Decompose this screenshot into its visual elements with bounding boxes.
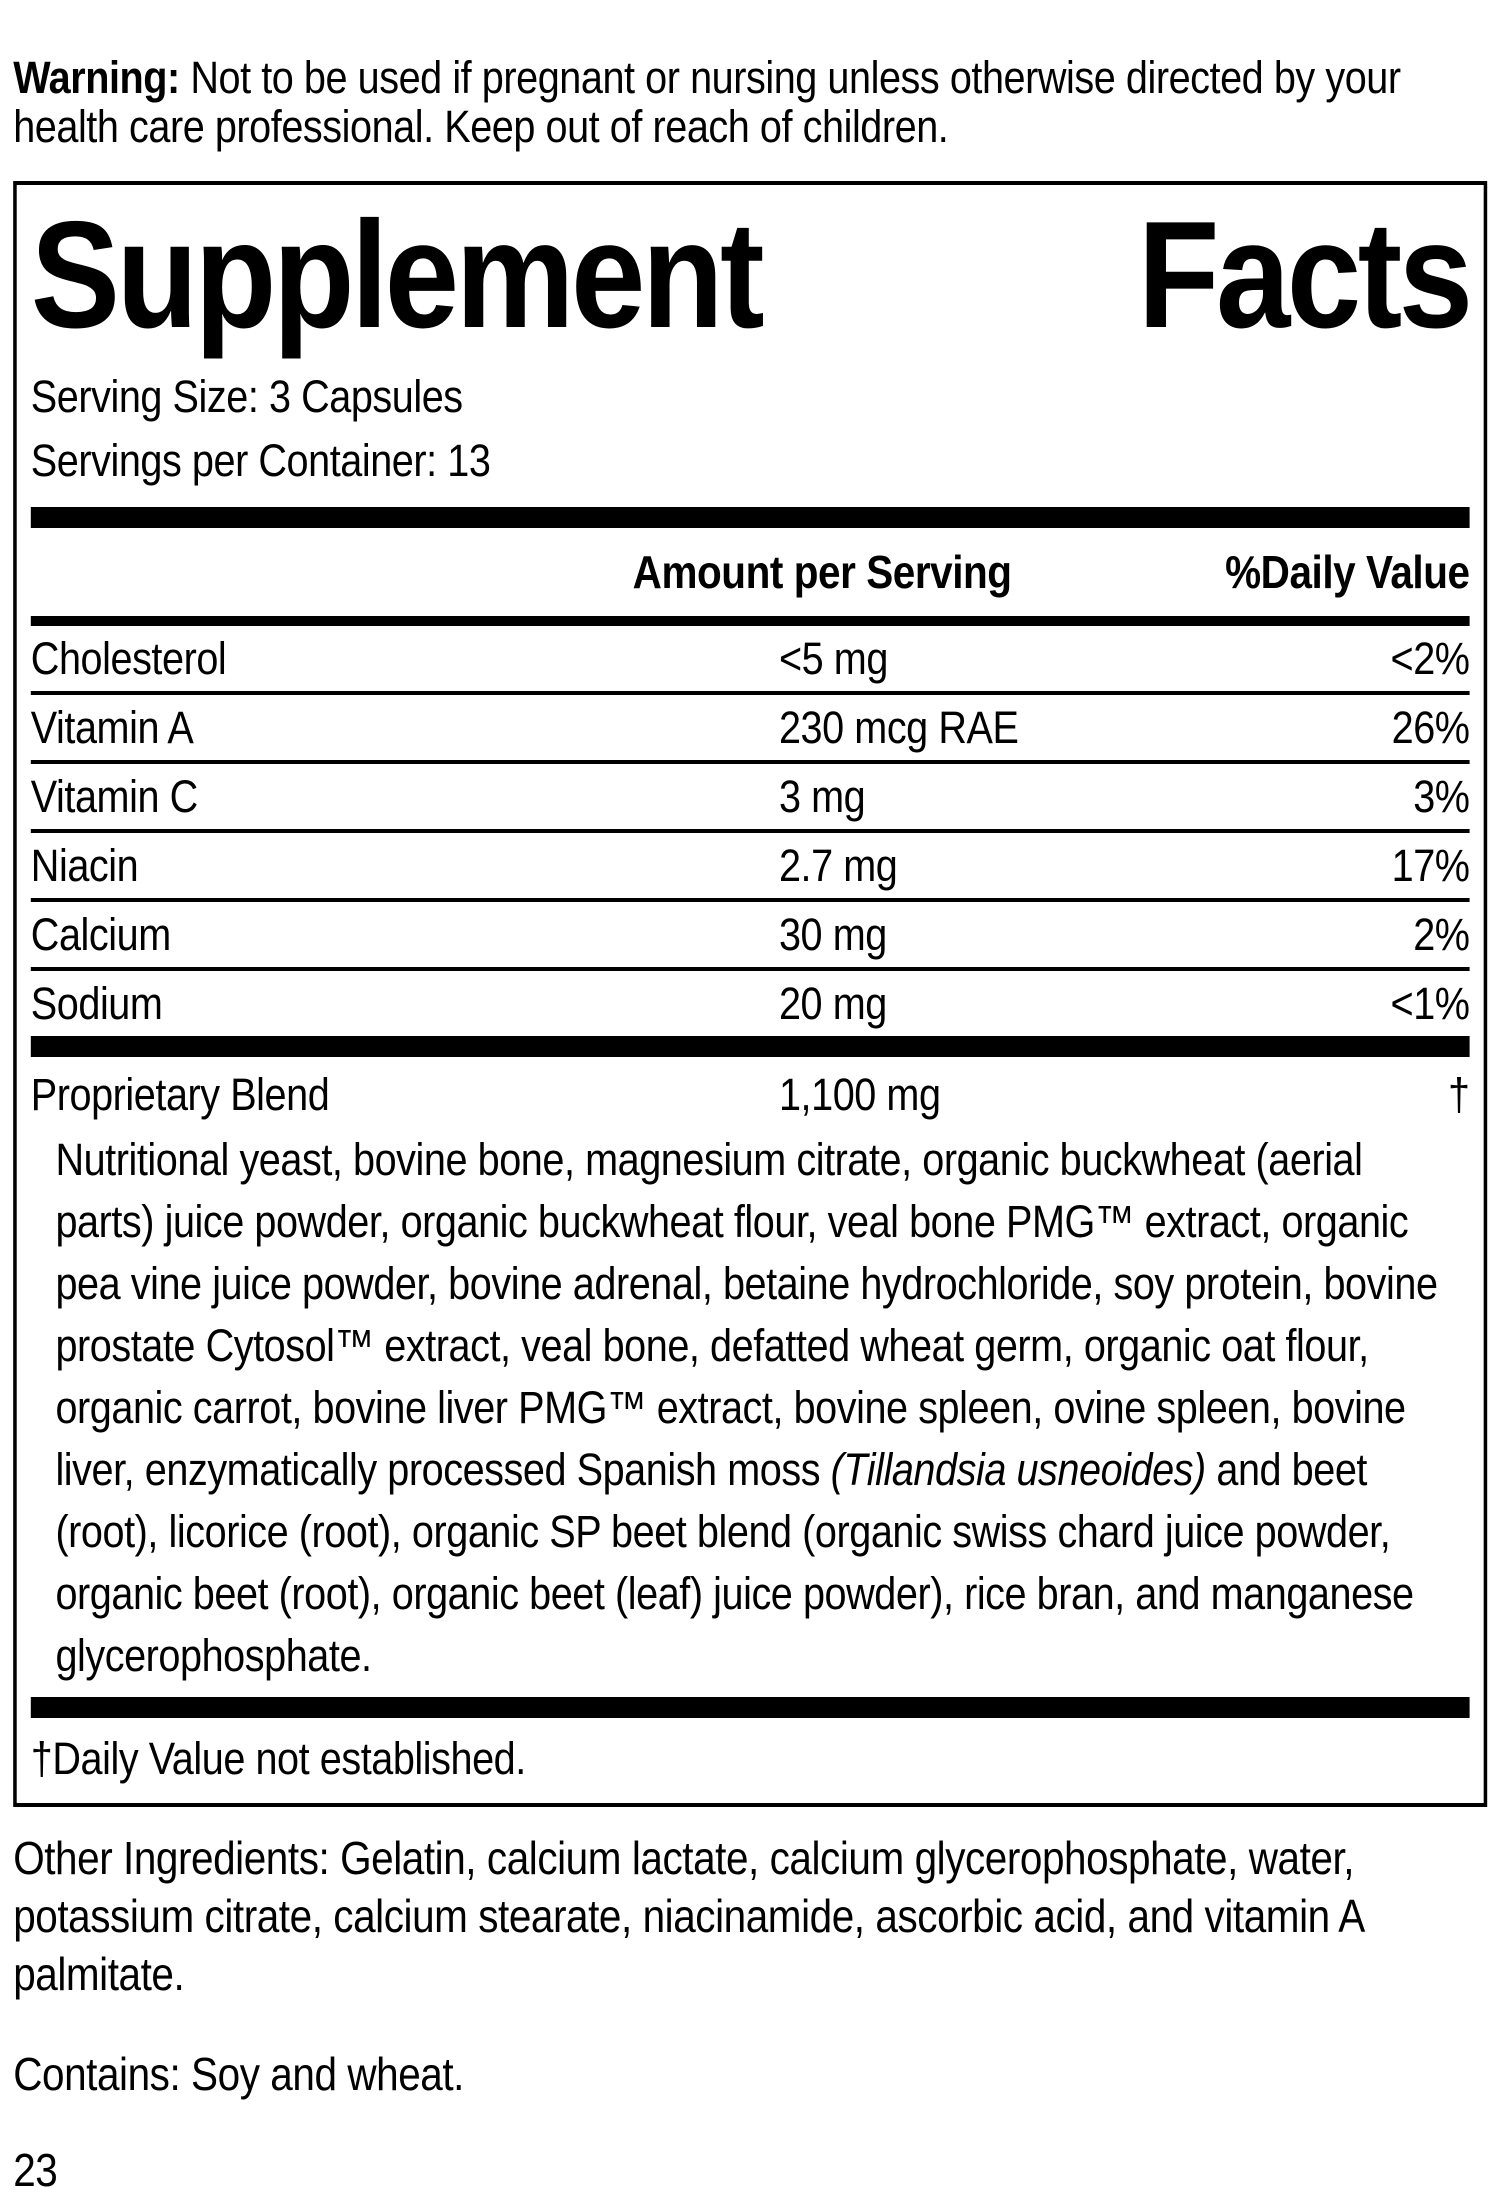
warning-label: Warning:	[13, 52, 180, 103]
nutrient-amount: 20 mg	[778, 978, 887, 1029]
panel-title	[30, 190, 1470, 360]
nutrient-amount: 230 mcg RAE	[778, 702, 1019, 753]
servings-per-container: Servings per Container: 13	[30, 435, 491, 486]
nutrient-row	[31, 695, 1470, 764]
nutrient-name: Sodium	[30, 978, 163, 1029]
nutrient-name: Niacin	[30, 840, 139, 891]
nutrient-amount: 30 mg	[778, 909, 887, 960]
panel-title-left: Supplement	[30, 190, 762, 360]
supplement-facts-panel	[13, 181, 1487, 1807]
divider-bar-above-blend	[31, 1036, 1470, 1057]
nutrient-row	[31, 626, 1470, 695]
proprietary-blend-row	[31, 1057, 1470, 1123]
divider-bar-top	[31, 507, 1470, 528]
nutrient-name: Calcium	[30, 909, 171, 960]
nutrient-name: Vitamin A	[30, 702, 194, 753]
nutrient-daily-value: 17%	[1391, 840, 1470, 891]
nutrient-daily-value: 2%	[1413, 909, 1470, 960]
table-column-header	[31, 528, 1470, 616]
panel-title-right: Facts	[1137, 190, 1470, 360]
page-number: 23	[13, 2144, 58, 2196]
nutrient-row	[31, 902, 1470, 971]
warning-body: Not to be used if pregnant or nursing unless otherwise directed by your health care professional. Keep out of reach of children.	[13, 52, 1401, 152]
contains-statement: Contains: Soy and wheat.	[13, 2048, 464, 2100]
warning-text	[13, 53, 1487, 151]
nutrient-daily-value: 26%	[1391, 702, 1470, 753]
nutrient-daily-value: <2%	[1390, 633, 1470, 684]
nutrient-amount: 2.7 mg	[778, 840, 898, 891]
blend-amount: 1,100 mg	[778, 1069, 941, 1120]
daily-value-header: %Daily Value	[1225, 546, 1470, 598]
blend-description-segment: Nutritional yeast, bovine bone, magnesium citrate, organic buckwheat (aerial parts) juice powder, organic buckwheat flour, veal bone PMG™ extract, organic pea vine juice powder, bovine adrenal, betaine hydrochloride, soy protein, bovine prostate Cytosol™ extract, veal bone, defatted wheat germ, organic oat flour, organic carrot, bovine liver PMG™ extract, bovine spleen, ovine spleen, bovine liver, enzymatically processed Spanish moss	[55, 1134, 1438, 1495]
nutrient-name: Vitamin C	[30, 771, 198, 822]
divider-bar-under-header	[31, 616, 1470, 626]
nutrient-row	[31, 764, 1470, 833]
nutrient-amount: <5 mg	[778, 633, 888, 684]
amount-per-serving-header: Amount per Serving	[632, 546, 1012, 598]
blend-description-latin-name: (Tillandsia usneoides)	[830, 1444, 1206, 1495]
nutrient-daily-value: <1%	[1390, 978, 1470, 1029]
nutrient-daily-value: 3%	[1413, 771, 1470, 822]
nutrient-amount: 3 mg	[778, 771, 866, 822]
nutrient-table	[31, 626, 1470, 1036]
nutrient-name: Cholesterol	[30, 633, 227, 684]
divider-bar-above-footnote	[31, 1697, 1470, 1718]
daily-value-footnote: †Daily Value not established.	[30, 1733, 526, 1784]
serving-size: Serving Size: 3 Capsules	[30, 371, 463, 422]
blend-description	[55, 1129, 1469, 1687]
nutrient-row	[31, 833, 1470, 902]
nutrient-column-spacer	[31, 545, 607, 599]
blend-name: Proprietary Blend	[30, 1069, 330, 1120]
blend-daily-value-dagger: †	[1447, 1069, 1470, 1120]
blend-description-segment: and beet (root), licorice (root), organic SP beet blend (organic swiss chard juice powder, organic beet (root), organic beet (leaf) juice powder), rice bran, and manganese glycerophosphate.	[55, 1444, 1414, 1681]
other-ingredients: Other Ingredients: Gelatin, calcium lactate, calcium glycerophosphate, water, potassium citrate, calcium stearate, niacinamide, ascorbic acid, and vitamin A palmitate.	[13, 1832, 1363, 2000]
serving-info	[31, 365, 1470, 493]
nutrient-row	[31, 971, 1470, 1036]
